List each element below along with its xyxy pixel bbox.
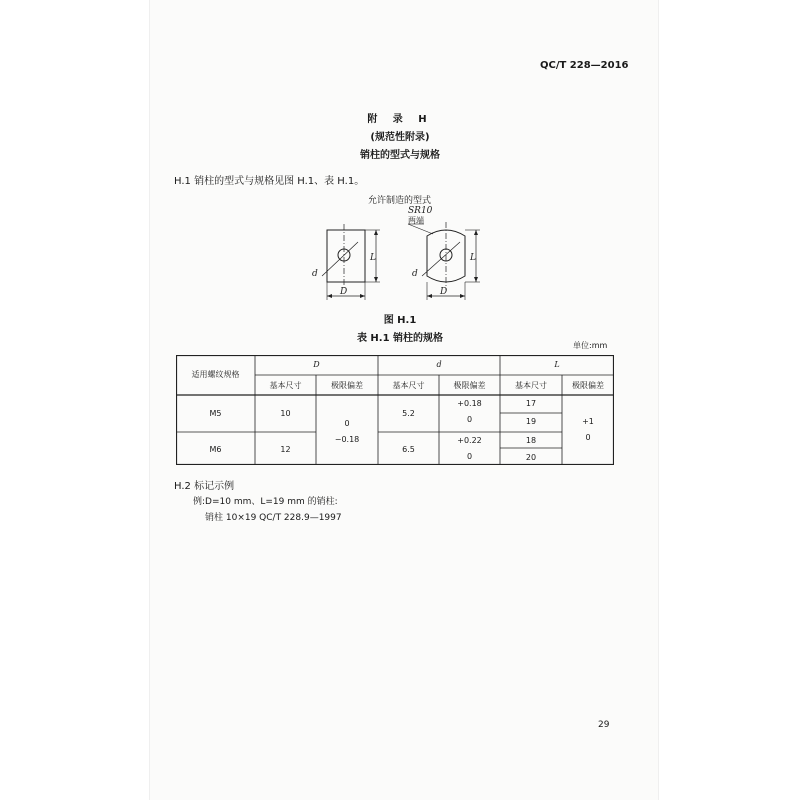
sr-leader xyxy=(408,224,433,234)
dim-d-left-label: d xyxy=(312,269,318,279)
table-D-tol-upper: 0 xyxy=(344,419,350,428)
table-D-tol-lower: −0.18 xyxy=(334,435,360,444)
appendix-name: 销柱的型式与规格 xyxy=(360,150,440,161)
subheader-d-tol: 极限偏差 xyxy=(453,381,486,390)
section-h2-heading: H.2 标记示例 xyxy=(174,481,235,492)
page-number: 29 xyxy=(598,720,610,730)
appendix-type: (规范性附录) xyxy=(370,132,430,143)
table-row-m5-thread: M5 xyxy=(209,409,222,418)
dim-L-left-label: L xyxy=(370,253,376,263)
table-unit: 单位:mm xyxy=(573,341,608,350)
standard-number: QC/T 228—2016 xyxy=(540,60,629,71)
dim-d-right-label: d xyxy=(412,269,418,279)
table-L-tol-lower: 0 xyxy=(585,433,591,442)
table-row-m6-L-a: 18 xyxy=(525,436,537,445)
header-d: d xyxy=(436,360,442,369)
pin-figure xyxy=(300,200,500,310)
appendix-label: 附 录 H xyxy=(367,114,433,125)
marking-example: 例:D=10 mm、L=19 mm 的销柱: xyxy=(193,497,338,507)
dim-D-right-label: D xyxy=(440,287,448,297)
marking-designation: 销柱 10×19 QC/T 228.9—1997 xyxy=(205,513,342,523)
table-row-m6-d-tol-upper: +0.22 xyxy=(457,436,482,445)
table-row-m6-L-b: 20 xyxy=(525,453,537,462)
table-row-m5-L-b: 19 xyxy=(525,417,537,426)
table-caption: 表 H.1 销柱的规格 xyxy=(356,333,444,344)
table-row-m5-d-basic: 5.2 xyxy=(402,409,415,418)
table-row-m6-d-basic: 6.5 xyxy=(402,445,415,454)
figure-note: 允许制造的型式 xyxy=(368,196,432,206)
spec-table xyxy=(176,355,614,465)
table-row-m5-L-a: 17 xyxy=(525,399,537,408)
subheader-D-basic: 基本尺寸 xyxy=(269,381,302,390)
table-L-tol-upper: +1 xyxy=(582,417,594,426)
sr-sub-label: 两端 xyxy=(408,216,424,225)
pin-flat-outline xyxy=(327,230,365,282)
header-D: D xyxy=(313,360,320,369)
header-L: L xyxy=(554,360,560,369)
figure-caption: 图 H.1 xyxy=(383,315,417,326)
table-row-m6-d-tol-lower: 0 xyxy=(466,452,473,461)
table-row-m6-D-basic: 12 xyxy=(280,445,291,454)
subheader-L-tol: 极限偏差 xyxy=(572,381,604,390)
sr-label: SR10 xyxy=(408,206,433,216)
header-thread: 适用螺纹规格 xyxy=(191,370,240,379)
dim-D-left-label: D xyxy=(340,287,348,297)
section-h1-text: H.1 销柱的型式与规格见图 H.1、表 H.1。 xyxy=(174,176,365,187)
subheader-L-basic: 基本尺寸 xyxy=(515,381,547,390)
table-row-m5-D-basic: 10 xyxy=(280,409,291,418)
table-row-m6-thread: M6 xyxy=(209,445,222,454)
dim-L-right-label: L xyxy=(470,253,476,263)
table-row-m5-d-tol-lower: 0 xyxy=(466,415,473,424)
subheader-D-tol: 极限偏差 xyxy=(331,381,363,390)
subheader-d-basic: 基本尺寸 xyxy=(392,381,425,390)
pin-round-hole-leader xyxy=(422,242,460,276)
table-row-m5-d-tol-upper: +0.18 xyxy=(457,399,482,408)
